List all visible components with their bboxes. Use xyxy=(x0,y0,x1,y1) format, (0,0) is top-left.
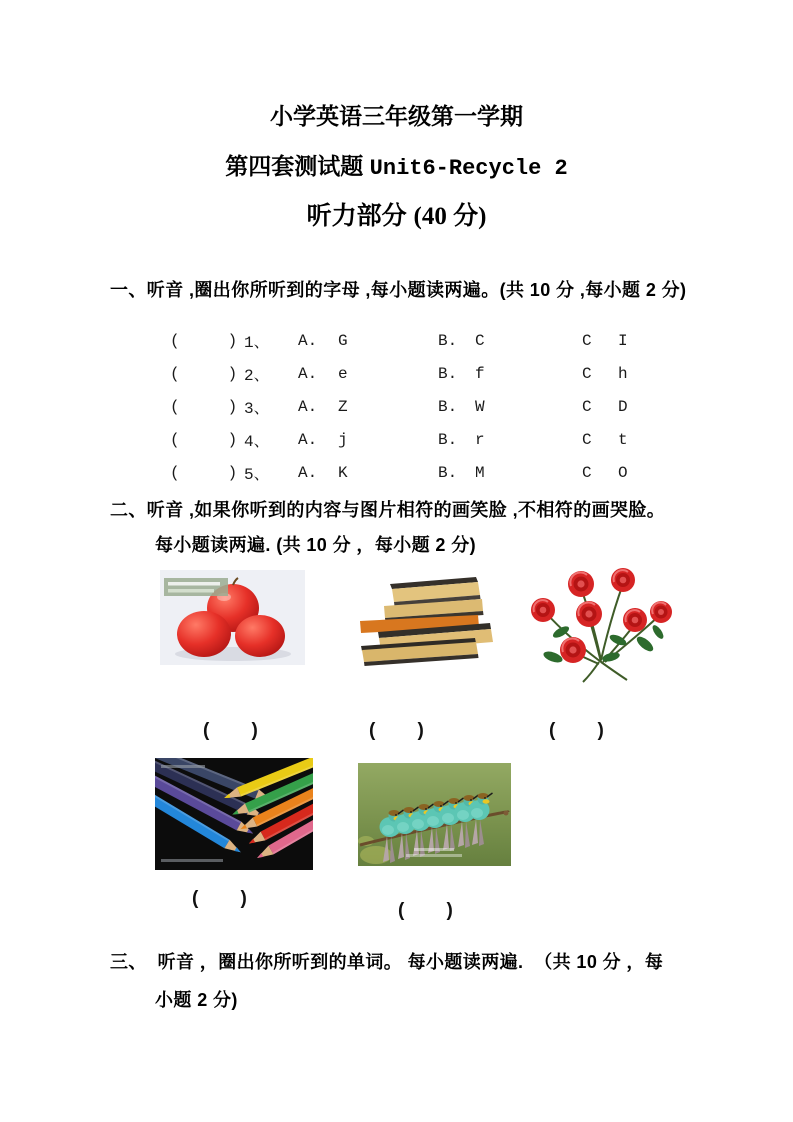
books-image-graphic xyxy=(356,568,498,668)
paper-title-line2-unit-range: Unit6-Recycle 2 xyxy=(369,156,568,181)
option-b-value: M xyxy=(475,463,485,482)
option-c-value: D xyxy=(618,397,628,416)
listening-heading-score: (40 分) xyxy=(413,203,487,230)
item-number: 4、 xyxy=(244,433,270,451)
part3-instruction-line2: 小题 2 分) xyxy=(155,990,238,1010)
part1-item-row-2 xyxy=(110,357,690,390)
answer-parentheses-books: ( ) xyxy=(369,720,424,741)
item-number: 1、 xyxy=(244,334,270,352)
answer-parentheses: ( ) xyxy=(170,430,238,449)
option-a-label: A. xyxy=(298,364,318,383)
part1-item-row-5 xyxy=(110,456,690,489)
option-b-label: B. xyxy=(438,397,458,416)
part1-item-row-3 xyxy=(110,390,690,423)
listening-section-heading xyxy=(0,196,793,232)
option-a-label: A. xyxy=(298,397,318,416)
answer-parentheses: ( ) xyxy=(170,364,238,383)
answer-parentheses-roses: ( ) xyxy=(549,720,604,741)
paper-title-line2 xyxy=(0,148,793,181)
answer-parentheses: ( ) xyxy=(170,331,238,350)
answer-parentheses-birds: ( ) xyxy=(398,900,453,921)
part2-instruction-line1: 二、听音 ,如果你听到的内容与图片相符的画笑脸 ,不相符的画哭脸。 xyxy=(110,500,666,520)
option-c-label: C xyxy=(582,364,592,383)
part3-instruction-line1: 三、 听音 ，圈出你所听到的单词。 每小题读两遍. （共 10 分 ，每 xyxy=(110,952,664,972)
listening-heading-text: 听力部分 xyxy=(306,202,407,230)
option-c-label: C xyxy=(582,463,592,482)
pencils-image-graphic xyxy=(155,758,313,870)
paper-title-line1: 小学英语三年级第一学期 xyxy=(270,103,523,129)
answer-parentheses: ( ) xyxy=(170,397,238,416)
part1-instruction: 一、听音 ,圈出你所听到的字母 ,每小题读两遍。(共 10 分 ,每小题 2 分) xyxy=(110,280,687,300)
colored-pencils-photo xyxy=(155,758,313,870)
option-a-value: j xyxy=(338,430,348,449)
red-roses-photo xyxy=(523,562,678,684)
answer-parentheses-apples: ( ) xyxy=(203,720,258,741)
option-c-value: t xyxy=(618,430,628,449)
roses-image-graphic xyxy=(523,562,678,684)
answer-parentheses-pencils: ( ) xyxy=(192,888,247,909)
part1-item-row-1 xyxy=(110,324,690,357)
option-a-label: A. xyxy=(298,430,318,449)
option-c-value: O xyxy=(618,463,628,482)
option-a-value: Z xyxy=(338,397,348,416)
option-b-label: B. xyxy=(438,331,458,350)
option-a-label: A. xyxy=(298,463,318,482)
option-c-label: C xyxy=(582,430,592,449)
stacked-books-photo xyxy=(356,568,498,668)
option-b-value: C xyxy=(475,331,485,350)
option-b-value: W xyxy=(475,397,485,416)
option-b-label: B. xyxy=(438,430,458,449)
option-b-value: f xyxy=(475,364,485,383)
part1-choice-table xyxy=(110,324,690,489)
option-a-value: K xyxy=(338,463,348,482)
option-c-label: C xyxy=(582,397,592,416)
option-a-value: e xyxy=(338,364,348,383)
paper-title-line2-chinese: 第四套测试题 xyxy=(225,153,364,179)
photo-watermark xyxy=(164,578,228,596)
apples-photo xyxy=(160,570,305,665)
birds-image-graphic xyxy=(358,763,511,866)
option-a-value: G xyxy=(338,331,348,350)
item-number: 5、 xyxy=(244,466,270,484)
option-c-value: h xyxy=(618,364,628,383)
option-c-value: I xyxy=(618,331,628,350)
item-number: 2、 xyxy=(244,367,270,385)
option-a-label: A. xyxy=(298,331,318,350)
item-number: 3、 xyxy=(244,400,270,418)
bee-eater-birds-photo xyxy=(358,763,511,866)
option-b-value: r xyxy=(475,430,485,449)
option-b-label: B. xyxy=(438,364,458,383)
option-c-label: C xyxy=(582,331,592,350)
part1-item-row-4 xyxy=(110,423,690,456)
answer-parentheses: ( ) xyxy=(170,463,238,482)
option-b-label: B. xyxy=(438,463,458,482)
part2-instruction-line2: 每小题读两遍. (共 10 分 ，每小题 2 分) xyxy=(155,535,477,555)
apples-image-graphic xyxy=(160,570,305,665)
